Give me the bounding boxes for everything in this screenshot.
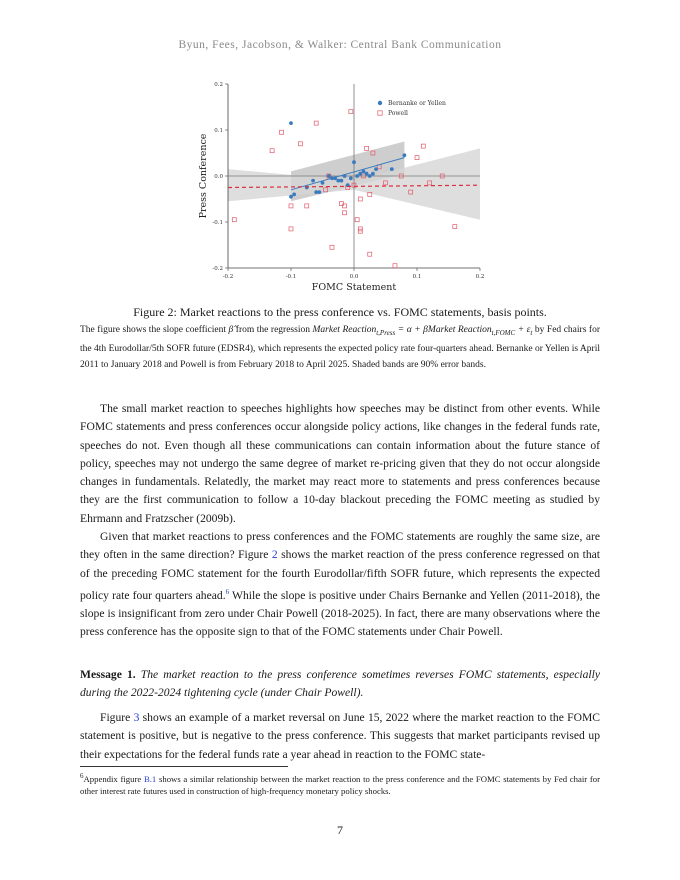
bernanke-yellen-point [289, 121, 293, 125]
figure-3-link[interactable]: 3 [133, 711, 140, 724]
powell-point [421, 144, 425, 148]
bernanke-yellen-point [403, 153, 407, 157]
footnote-rule [80, 766, 288, 767]
y-tick-label: 0.0 [214, 174, 223, 180]
powell-point [358, 197, 362, 201]
bernanke-yellen-point [390, 167, 394, 171]
y-tick-label: -0.1 [212, 220, 223, 226]
page-number: 7 [337, 823, 343, 837]
message-label: Message 1. [80, 668, 136, 681]
body-text-2 [80, 709, 600, 764]
legend-marker-bernanke-yellen [378, 101, 382, 105]
bernanke-yellen-point [340, 179, 344, 183]
bernanke-yellen-point [317, 190, 321, 194]
bernanke-yellen-point [368, 174, 372, 178]
y-tick-label: 0.2 [214, 82, 223, 88]
powell-point [393, 264, 397, 268]
legend-label-bernanke-yellen: Bernanke or Yellen [388, 100, 446, 107]
figure-note: The figure shows the slope coefficient β̂ from the regression Market Reaction$_{t,Press}$ = α + βMarket Reaction$_{t,FOMC}$ + $\varepsilon_t$ by Fed chairs for the 4th Eurodollar/5th SOFR future (EDSR4), which represents the expected policy rate four-quarters ahead. Bernanke or Yellen is April 2011 to January 2018 and Powell is from February 2018 to April 2025. Shaded bands are 90% error bands. [80, 325, 601, 370]
paragraph-3: Figure 3 shows an example of a market reversal on June 15, 2022 where the market reaction to the FOMC statement is positive, but is negative to the press conference. This suggests that market participants revised up their expectations for the federal funds rate a year ahead in reaction to the FOMC state- [80, 711, 600, 761]
bernanke-yellen-point [371, 172, 375, 176]
x-tick-label: 0.1 [412, 274, 422, 280]
bernanke-yellen-point [327, 174, 331, 178]
powell-point [355, 218, 359, 222]
powell-point [298, 142, 302, 146]
powell-point [232, 218, 236, 222]
powell-point [289, 204, 293, 208]
bernanke-yellen-point [365, 172, 369, 176]
powell-point [289, 227, 293, 231]
x-tick-label: -0.1 [285, 274, 297, 280]
x-tick-label: -0.2 [222, 274, 234, 280]
x-tick-label: 0.0 [349, 274, 359, 280]
paragraph-1: The small market reaction to speeches highlights how speeches may be distinct from other events. While FOMC statements and press conferences occur alongside policy actions, like changes in the federal funds rate, speeches do not. Even though all these communications can contain information about the future stance of policy, speeches may not undergo the same degree of market re-pricing given that they do not occur alongside changes in fundamentals. Relatedly, the market may react more to statements and press conferences because they are the first communication to follow a 10-day blackout preceding the FOMC meeting as studied by Ehrmann and Fratzscher (2009b). [80, 402, 600, 525]
paragraph-2: Given that market reactions to press conferences and the FOMC statements are roughly the same size, are they often in the same direction? Figure 2 shows the market reaction of the press conference regressed on that of the preceding FOMC statement for the fourth Eurodollar/fifth SOFR future, which represents the expected policy rate four quarters ahead.$^6$ While the slope is positive under Chairs Bernanke and Yellen (2011-2018), the slope is insignificant from zero under Chair Powell (2018-2025). In fact, there are many observations where the press conference has the opposite sign to that of the FOMC statements under Chair Powell. [80, 530, 600, 639]
message-box [80, 666, 600, 703]
bernanke-yellen-point [358, 172, 362, 176]
y-axis-label: Press Conference [198, 133, 209, 219]
figure-2-link[interactable]: 2 [271, 548, 278, 562]
powell-point [270, 149, 274, 153]
message-text: The market reaction to the press conference sometimes reverses FOMC statements, especially during the 2022-2024 tightening cycle (under Chair Powell). [80, 668, 601, 700]
powell-point [280, 130, 284, 134]
scatter-chart [190, 72, 490, 294]
bernanke-yellen-point [374, 167, 378, 171]
bernanke-yellen-point [311, 179, 315, 183]
y-tick-label: 0.1 [214, 128, 223, 134]
powell-point [349, 110, 353, 114]
bernanke-yellen-point [355, 174, 359, 178]
x-tick-label: 0.2 [475, 274, 485, 280]
legend-marker-powell [378, 111, 382, 115]
bernanke-yellen-point [289, 195, 293, 199]
appendix-b1-link[interactable]: B.1 [143, 773, 157, 784]
powell-point [365, 146, 369, 150]
body-text [80, 400, 600, 642]
powell-point [415, 156, 419, 160]
powell-point [453, 225, 457, 229]
powell-point [305, 204, 309, 208]
y-tick-label: -0.2 [212, 266, 223, 272]
footnote-6-link[interactable]: 6 [225, 587, 230, 596]
x-axis-label: FOMC Statement [311, 282, 397, 293]
footnote: $^6$Appendix figure B.1 shows a similar relationship between the market reaction to the press conference and the FOMC statements by Fed chair for other interest rate futures used in construction of high-frequency monetary policy shocks. [80, 772, 600, 797]
bernanke-yellen-point [352, 160, 356, 164]
powell-point [343, 211, 347, 215]
powell-point [314, 121, 318, 125]
bernanke-yellen-point [292, 193, 296, 197]
bernanke-yellen-point [349, 176, 353, 180]
powell-point [368, 252, 372, 256]
running-header: Byun, Fees, Jacobson, & Walker: Central Bank Communication [178, 39, 502, 51]
legend-label-powell: Powell [388, 110, 408, 117]
powell-point [330, 245, 334, 249]
figure-caption: Figure 2: Market reactions to the press conference vs. FOMC statements, basis points. [133, 305, 547, 319]
